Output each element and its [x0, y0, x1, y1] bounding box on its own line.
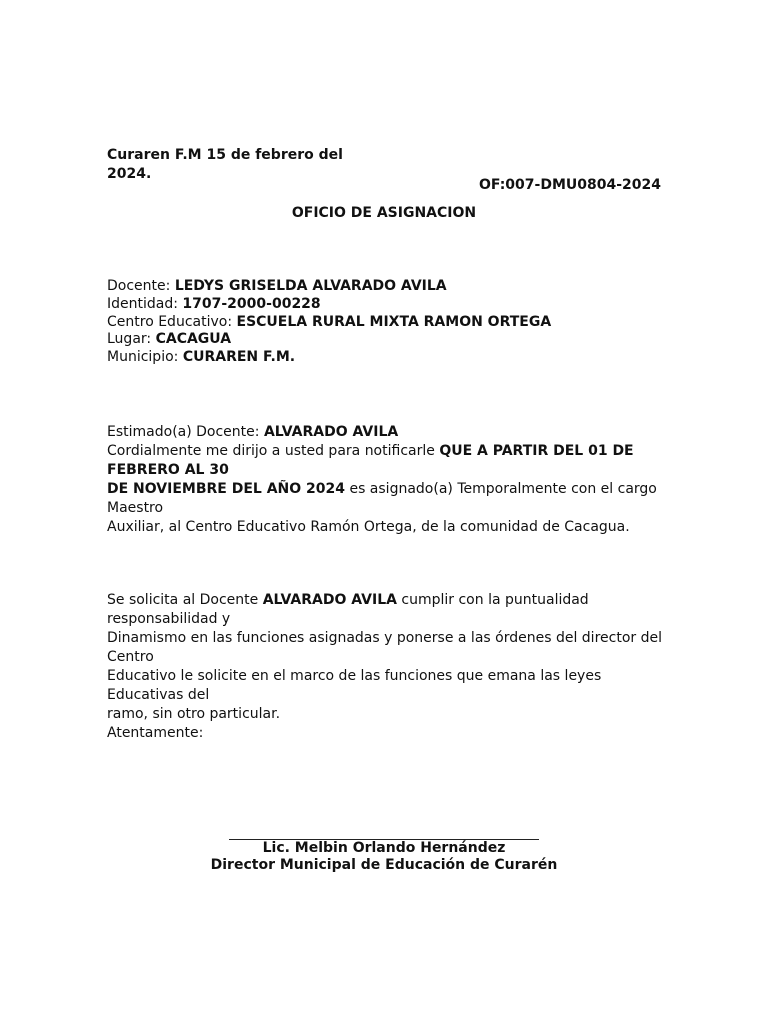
- closing: Atentamente:: [107, 725, 204, 741]
- signature-block: [0, 840, 768, 874]
- centro-value: ESCUELA RURAL MIXTA RAMON ORTEGA: [236, 313, 552, 330]
- office-number: OF:007-DMU0804-2024: [479, 177, 661, 193]
- body2-line-1: [107, 591, 667, 610]
- body1-line-2-text: Cordialmente me dirijo a usted para notificarle: [107, 443, 440, 459]
- body2-line-4: Centro: [107, 649, 154, 665]
- greeting-line: [107, 423, 667, 442]
- body2-line-7: ramo, sin otro particular.: [107, 706, 281, 722]
- body1-line-3: [107, 461, 667, 480]
- recipient-identidad: [107, 296, 551, 314]
- lugar-label: Lugar:: [107, 331, 156, 348]
- recipient-centro: [107, 314, 551, 332]
- recipient-block: [107, 278, 551, 367]
- municipio-value: CURAREN F.M.: [182, 349, 296, 366]
- city-date: [107, 146, 357, 184]
- recipient-municipio: [107, 349, 551, 367]
- recipient-docente: [107, 278, 551, 296]
- city-date-line-2: 2024.: [107, 166, 152, 182]
- lugar-value: CACAGUA: [155, 331, 232, 348]
- body1-line-3-bold: FEBRERO AL 30: [107, 462, 229, 478]
- centro-label: Centro Educativo:: [107, 313, 237, 330]
- body1-line-2-bold: QUE A PARTIR DEL 01 DE: [439, 443, 634, 459]
- body1-line-4-text: es asignado(a) Temporalmente con el cargo: [345, 481, 657, 497]
- body2-line-5: Educativo le solicite en el marco de las funciones que emana las leyes: [107, 668, 602, 684]
- signatory-name: Lic. Melbin Orlando Hernández: [262, 840, 506, 856]
- greeting-label: Estimado(a) Docente:: [107, 424, 264, 440]
- body2-line-1-text: Se solicita al Docente: [107, 592, 263, 608]
- body1-line-2: [107, 442, 667, 461]
- recipient-lugar: [107, 331, 551, 349]
- identidad-value: 1707-2000-00228: [182, 295, 321, 312]
- docente-value: LEDYS GRISELDA ALVARADO AVILA: [174, 278, 447, 294]
- body1-line-4: [107, 480, 667, 499]
- body1-line-6: Auxiliar, al Centro Educativo Ramón Ortega, de la comunidad de Cacagua.: [107, 519, 630, 535]
- body2-line-1-text-2: cumplir con la puntualidad: [396, 592, 589, 608]
- body2-line-1-bold: ALVARADO AVILA: [262, 592, 397, 608]
- body2-line-2: responsabilidad y: [107, 611, 231, 627]
- greeting-name: ALVARADO AVILA: [263, 424, 399, 440]
- body1-line-4-bold: DE NOVIEMBRE DEL AÑO 2024: [107, 481, 345, 497]
- body-paragraph-1: [107, 423, 667, 537]
- docente-label: Docente:: [107, 278, 175, 294]
- document-title: OFICIO DE ASIGNACION: [291, 205, 477, 221]
- body1-line-5: Maestro: [107, 500, 164, 516]
- body2-line-6: Educativas del: [107, 687, 210, 703]
- city-date-line-1: Curaren F.M 15 de febrero del: [107, 147, 343, 163]
- body-paragraph-2: [107, 591, 667, 724]
- identidad-label: Identidad:: [107, 295, 183, 312]
- body2-line-3: Dinamismo en las funciones asignadas y ponerse a las órdenes del director del: [107, 630, 662, 646]
- municipio-label: Municipio:: [107, 349, 183, 366]
- signatory-position: Director Municipal de Educación de Curarén: [210, 857, 558, 873]
